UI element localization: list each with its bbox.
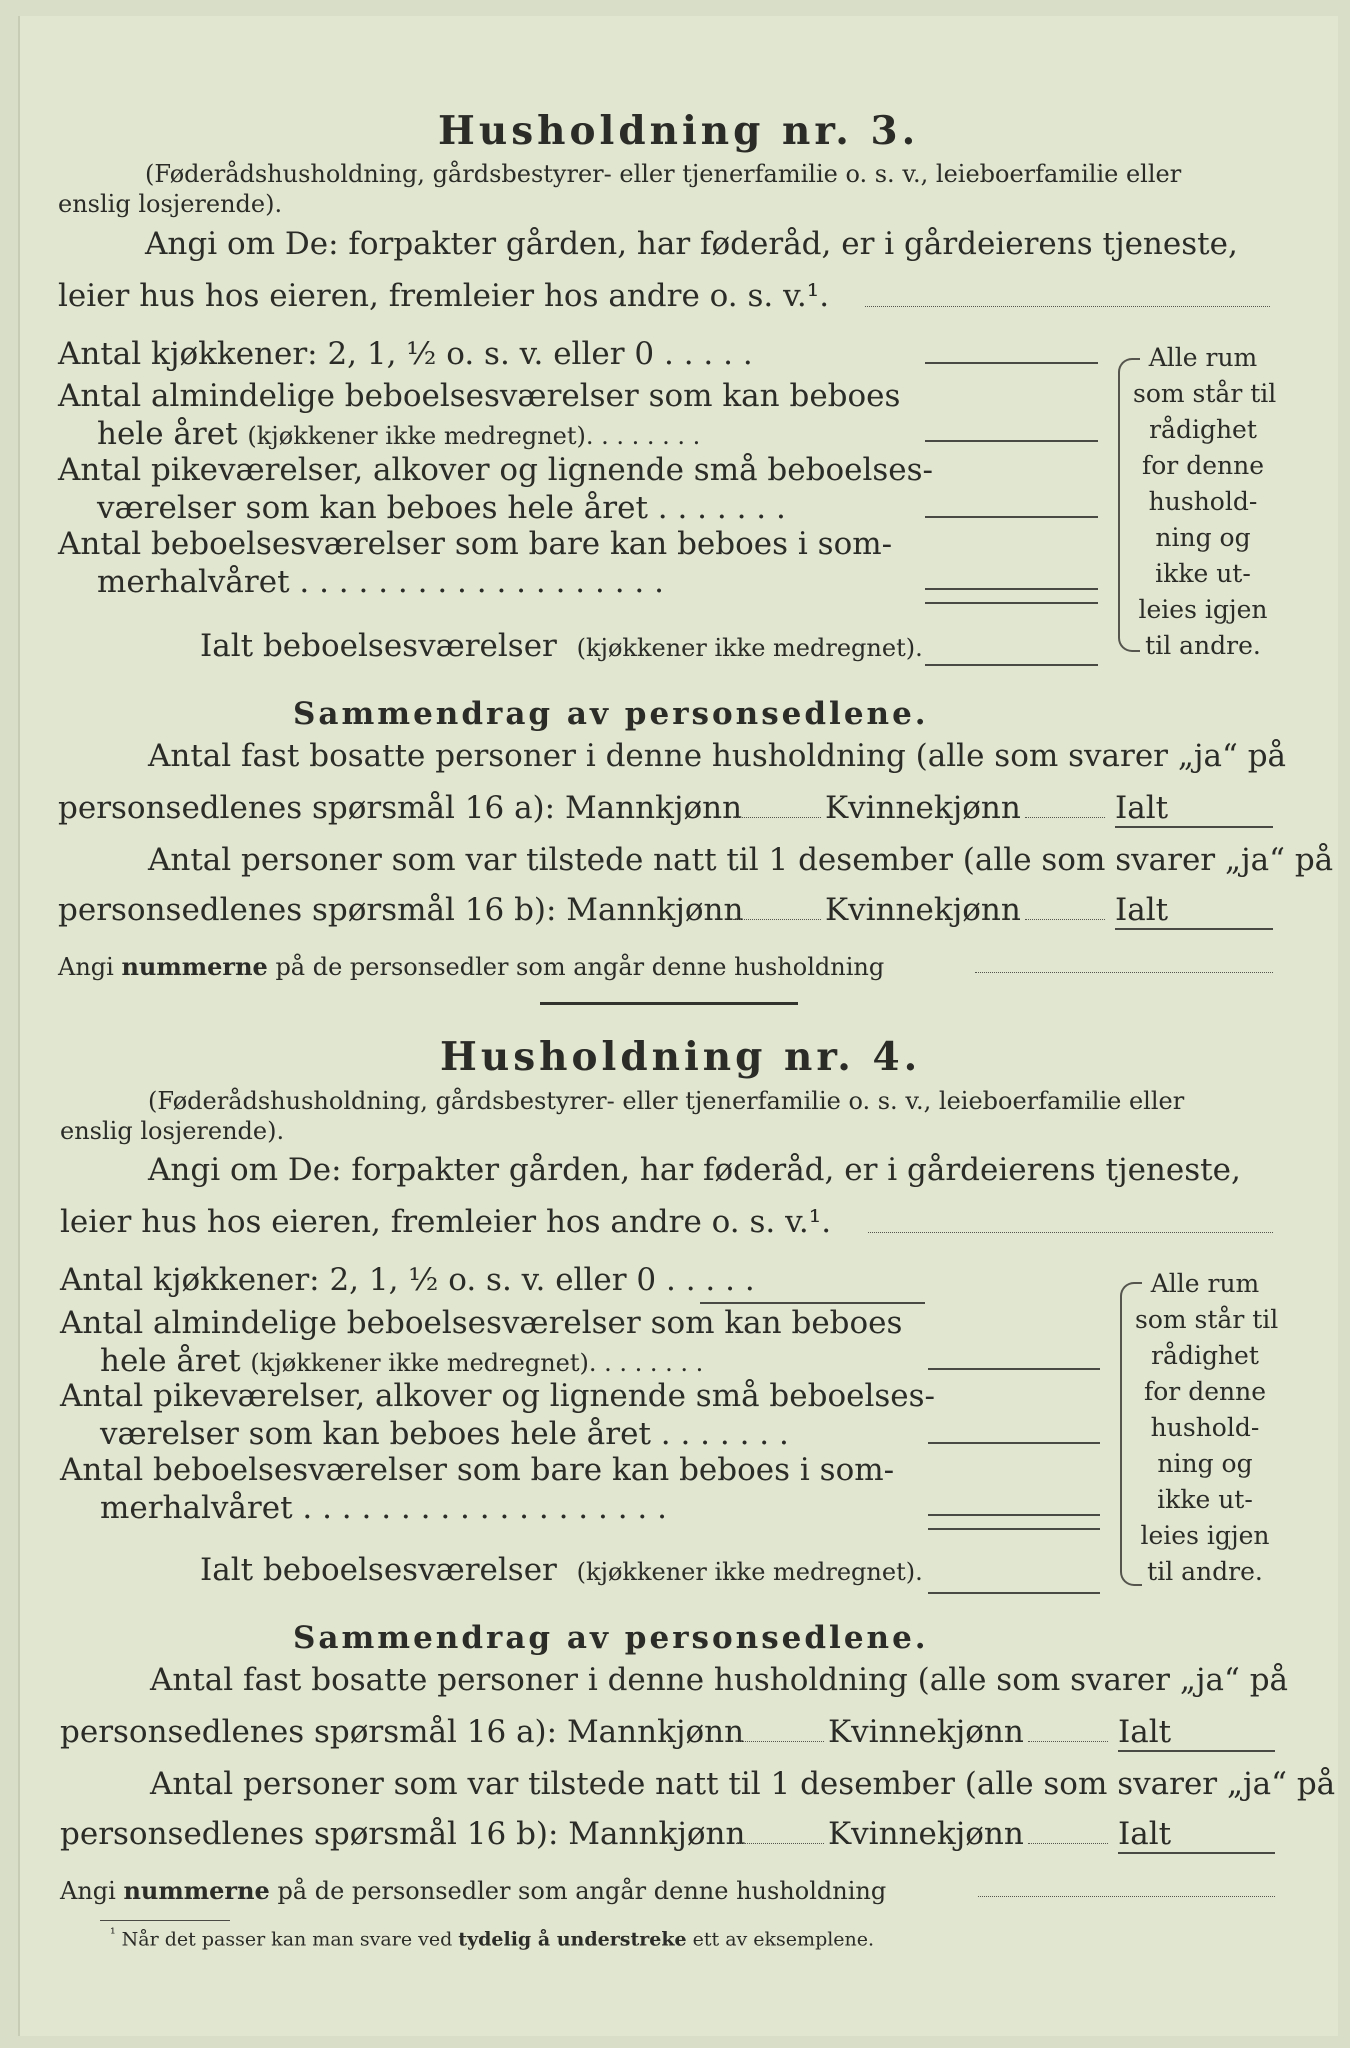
household-4-resident-female-label: Kvinnekjønn (828, 1714, 1024, 1750)
household-4-summer-rooms-label-line2: merhalvåret . . . . . . . . . . . . . . . . . . . (100, 1490, 667, 1526)
household-3-numbers-field[interactable] (975, 972, 1273, 973)
household-4-present-female-label: Kvinnekjønn (828, 1816, 1024, 1852)
section-separator (540, 1002, 798, 1005)
household-4-numbers-label: Angi nummerne på de personsedler som angår denne husholdning (60, 1876, 887, 1905)
household-4-present-male-label: personsedlenes spørsmål 16 b): Mannkjønn (60, 1816, 746, 1852)
household-4-summer-rooms-underline (928, 1528, 1100, 1530)
household-3-summer-rooms-label-line2: merhalvåret . . . . . . . . . . . . . . . . . . . (97, 564, 664, 600)
household-3-present-total-label: Ialt (1115, 892, 1169, 928)
household-4-kitchens-label: Antal kjøkkener: 2, 1, ½ o. s. v. eller 0 . . . . . (60, 1262, 755, 1298)
household-3-title: Husholdning nr. 3. (438, 108, 920, 154)
household-4-total-rooms-label: Ialt beboelsesværelser (kjøkkener ikke medregnet). (200, 1552, 923, 1588)
household-4-present-total-label: Ialt (1118, 1816, 1172, 1852)
household-3-kitchens-label: Antal kjøkkener: 2, 1, ½ o. s. v. eller 0 . . . . . (58, 336, 753, 372)
household-4-total-rooms-field[interactable] (928, 1592, 1100, 1594)
household-4-resident-label: Antal fast bosatte personer i denne husholdning (alle som svarer „ja“ på (150, 1662, 1289, 1698)
household-3-resident-female-label: Kvinnekjønn (825, 790, 1021, 826)
household-3-present-female-field[interactable] (1025, 919, 1105, 920)
household-4-title: Husholdning nr. 4. (440, 1034, 922, 1080)
household-3-resident-male-label: personsedlenes spørsmål 16 a): Mannkjønn (58, 790, 743, 826)
household-4-resident-male-label: personsedlenes spørsmål 16 a): Mannkjønn (60, 1714, 745, 1750)
household-4-angi-line2: leier hus hos eieren, fremleier hos andre o. s. v.¹. (60, 1204, 832, 1240)
household-3-kitchens-field[interactable] (925, 362, 1098, 364)
household-3-summer-rooms-underline (925, 602, 1098, 604)
household-4-resident-female-field[interactable] (1028, 1741, 1108, 1742)
household-3-present-label: Antal personer som var tilstede natt til 1 desember (alle som svarer „ja“ på (148, 842, 1334, 878)
household-4-present-total-field[interactable] (1118, 1852, 1275, 1854)
household-4-kitchens-underline (700, 1302, 925, 1304)
household-3-maid-rooms-field[interactable] (925, 516, 1098, 518)
household-3-maid-rooms-label-line1: Antal pikeværelser, alkover og lignende små beboelses- (58, 452, 934, 488)
household-3-resident-total-field[interactable] (1115, 826, 1273, 828)
household-3-side-note: Alle rum som står til rådighet for denne hushold- ning og ikke ut- leies igjen til andre. (1133, 343, 1277, 660)
household-4-rooms-label-line2: hele året (kjøkkener ikke medregnet). . . . . . . . (100, 1343, 704, 1379)
household-4-resident-male-field[interactable] (736, 1741, 824, 1742)
household-3-resident-female-field[interactable] (1025, 817, 1105, 818)
household-4-maid-rooms-field[interactable] (928, 1442, 1100, 1444)
household-4-numbers-field[interactable] (978, 1896, 1275, 1897)
household-4-summer-rooms-field[interactable] (928, 1514, 1100, 1516)
household-4-resident-total-label: Ialt (1118, 1714, 1172, 1750)
household-3-summary-title: Sammendrag av personsedlene. (293, 696, 929, 732)
household-4-note-line2: enslig losjerende). (60, 1117, 285, 1145)
household-3-note-line1: (Føderådshusholdning, gårdsbestyrer- eller tjenerfamilie o. s. v., leieboerfamilie eller (145, 160, 1182, 188)
household-3-resident-total-label: Ialt (1115, 790, 1169, 826)
household-3-present-total-field[interactable] (1115, 928, 1273, 930)
household-3-angi-line1: Angi om De: forpakter gården, har føderåd, er i gårdeierens tjeneste, (145, 226, 1238, 262)
household-4-rooms-field[interactable] (928, 1368, 1100, 1370)
household-4-present-male-field[interactable] (736, 1843, 824, 1844)
household-3-rooms-label-line2: hele året (kjøkkener ikke medregnet). . . . . . . . (97, 416, 701, 452)
household-3-present-male-label: personsedlenes spørsmål 16 b): Mannkjønn (58, 892, 744, 928)
household-3-summer-rooms-field[interactable] (925, 588, 1098, 590)
household-4-maid-rooms-label-line2: værelser som kan beboes hele året . . . . . . . (100, 1416, 789, 1452)
household-3-present-male-field[interactable] (733, 919, 821, 920)
household-3-resident-male-field[interactable] (733, 817, 821, 818)
household-4-side-note: Alle rum som står til rådighet for denne hushold- ning og ikke ut- leies igjen til andre. (1135, 1269, 1279, 1586)
household-3-numbers-label: Angi nummerne på de personsedler som angår denne husholdning (58, 952, 885, 981)
household-3-rooms-field[interactable] (925, 440, 1098, 442)
household-4-angi-line1: Angi om De: forpakter gården, har føderåd, er i gårdeierens tjeneste, (148, 1152, 1241, 1188)
household-4-maid-rooms-label-line1: Antal pikeværelser, alkover og lignende små beboelses- (60, 1378, 936, 1414)
household-3-total-rooms-label: Ialt beboelsesværelser (kjøkkener ikke medregnet). (200, 628, 923, 664)
household-3-angi-line2: leier hus hos eieren, fremleier hos andre o. s. v.¹. (58, 278, 830, 314)
household-4-present-female-field[interactable] (1028, 1843, 1108, 1844)
household-4-angi-answer-field[interactable] (868, 1232, 1273, 1233)
footnote: $^{^1}$ Når det passer kan man svare ved tydelig å understreke ett av eksemplene. (110, 1926, 875, 1951)
household-3-angi-answer-field[interactable] (865, 306, 1270, 307)
household-3-total-rooms-field[interactable] (925, 664, 1098, 666)
household-4-summer-rooms-label-line1: Antal beboelsesværelser som bare kan beboes i som- (60, 1452, 895, 1488)
household-3-note-line2: enslig losjerende). (58, 190, 283, 218)
household-4-summary-title: Sammendrag av personsedlene. (293, 1620, 929, 1656)
household-4-note-line1: (Føderådshusholdning, gårdsbestyrer- eller tjenerfamilie o. s. v., leieboerfamilie eller (148, 1087, 1185, 1115)
household-4-present-label: Antal personer som var tilstede natt til 1 desember (alle som svarer „ja“ på (150, 1766, 1336, 1802)
household-3-present-female-label: Kvinnekjønn (825, 892, 1021, 928)
household-3-summer-rooms-label-line1: Antal beboelsesværelser som bare kan beboes i som- (58, 526, 893, 562)
household-4-rooms-label-line1: Antal almindelige beboelsesværelser som kan beboes (60, 1305, 903, 1341)
household-3-maid-rooms-label-line2: værelser som kan beboes hele året . . . . . . . (97, 490, 786, 526)
household-3-rooms-label-line1: Antal almindelige beboelsesværelser som kan beboes (58, 378, 901, 414)
household-3-resident-label: Antal fast bosatte personer i denne husholdning (alle som svarer „ja“ på (148, 738, 1287, 774)
household-4-resident-total-field[interactable] (1118, 1750, 1275, 1752)
footnote-rule (100, 1920, 230, 1921)
